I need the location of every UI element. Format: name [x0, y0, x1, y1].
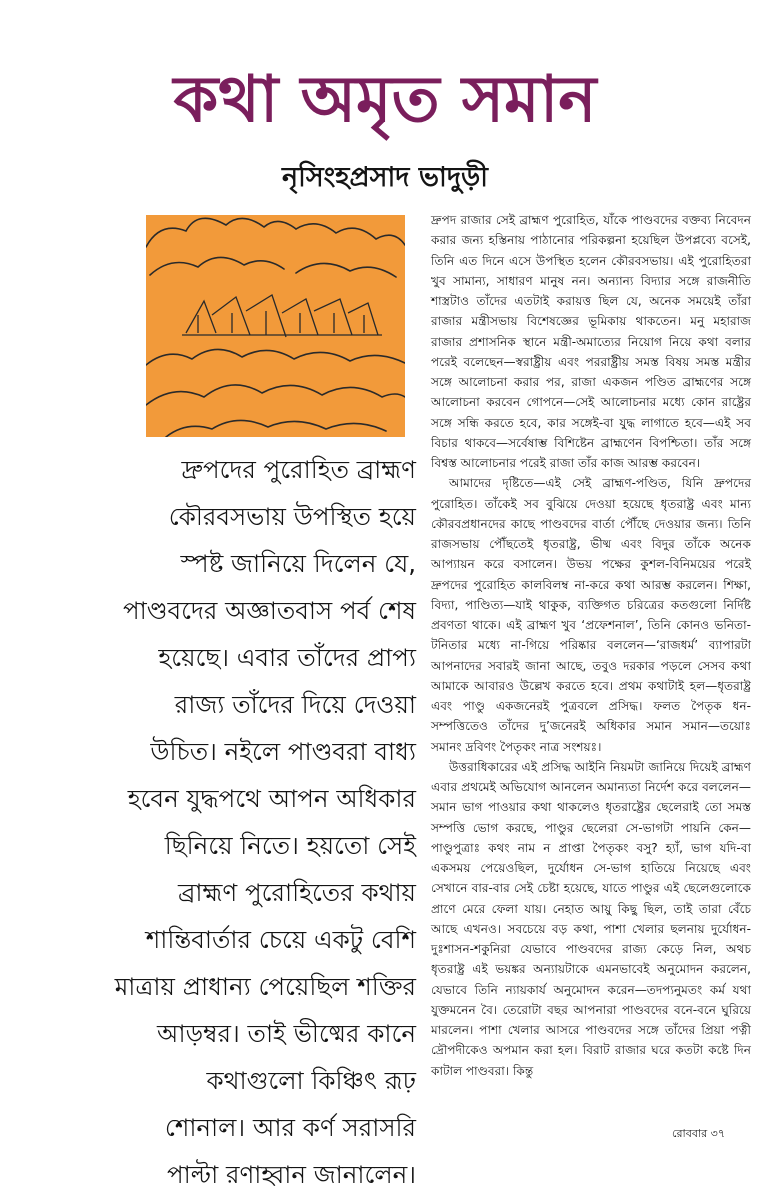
- pull-quote-line: মাত্রায় প্রাধান্য পেয়েছিল শক্তির: [114, 972, 416, 1001]
- article-body: [431, 210, 751, 1081]
- page-footer: রোববার ৩৭: [672, 1127, 725, 1140]
- pull-quote-line: কথাগুলো কিঞ্চিৎ রূঢ়: [206, 1066, 416, 1095]
- pull-quote-line: রাজ্য তাঁদের দিয়ে দেওয়া: [174, 690, 416, 719]
- pull-quote-line: উচিত। নইলে পাণ্ডবরা বাধ্য: [150, 737, 416, 766]
- body-paragraph: আমাদের দৃষ্টিতে—এই সেই ব্রাহ্মণ-পণ্ডিত, যিনি দ্রুপদের পুরোহিত। তাঁকেই সব বুঝিয়ে দেওয়া হয়েছে ধৃতরাষ্ট্র এবং মান্য কৌরবপ্রধানদের কাছে পাণ্ডবদের বার্তা পৌঁছে দেওয়ার জন্য। তিনি রাজসভায় পৌঁছতেই ধৃতরাষ্ট্র, ভীষ্ম এবং বিদুর তাঁকে অনেক আপ্যায়ন করে বসালেন। উভয় পক্ষের কুশল-বিনিময়ের পরেই দ্রুপদের পুরোহিত কালবিলম্ব না-করে কথা আরম্ভ করলেন। শিক্ষা, বিদ্যা, পাণ্ডিত্য—যাই থাকুক, ব্যক্তিগত চরিত্রের কতগুলো নির্দিষ্ট প্রবণতা থাকে। এই ব্রাহ্মণ খুব ‘প্রফেশনাল’, তিনি কোনও ভনিতা-টনিতার মধ্যে না-গিয়ে পরিষ্কার বললেন—‘রাজধর্ম’ ব্যাপারটা আপনাদের সবারই জানা আছে, তবুও দরকার পড়লে সেসব কথা আমাকে আবারও উল্লেখ করতে হবে। প্রথম কথাটাই হল—ধৃতরাষ্ট্র এবং পাণ্ডু একজনেরই পুত্রবলে প্রসিদ্ধ। ফলত পৈতৃক ধন-সম্পত্তিতেও তাঁদের দু’জনেরই অধিকার সমান সমান—তয়োঃ সমানং দ্রবিণং পৈতৃকং নাত্র সংশয়ঃ।: [431, 476, 751, 754]
- sky-background: [146, 215, 405, 437]
- pull-quote-line: ছিনিয়ে নিতে। হয়তো সেই: [164, 831, 416, 860]
- pull-quote-line: শান্তিবার্তার চেয়ে একটু বেশি: [145, 925, 416, 954]
- pull-quote-line: হবেন যুদ্ধপথে আপন অধিকার: [127, 784, 416, 813]
- pull-quote-line: হয়েছে। এবার তাঁদের প্রাপ্য: [158, 643, 416, 672]
- body-paragraph: দ্রুপদ রাজার সেই ব্রাহ্মণ পুরোহিত, যাঁকে পাণ্ডবদের বক্তব্য নিবেদন করার জন্য হস্তিনায় পাঠানোর পরিকল্পনা হয়েছিল উপপ্লব্যে বসেই, তিনি এত দিনে এসে উপস্থিত হলেন কৌরবসভায়। এই পুরোহিতরা খুব সামান্য, সাধারণ মানুষ নন। অন্যান্য বিদ্যার সঙ্গে রাজনীতি শাস্ত্রটাও তাঁদের এতটাই করায়ত্ত ছিল যে, অনেক সময়েই তাঁরা রাজার মন্ত্রীসভায় বিশেষজ্ঞের ভূমিকায় থাকতেন। মনু মহারাজ রাজার প্রশাসনিক স্থানে মন্ত্রী-অমাত্যের নিয়োগ নিয়ে কথা বলার পরেই বলেছেন—স্বরাষ্ট্রীয় এবং পররাষ্ট্রীয় সমস্ত বিষয় সমস্ত মন্ত্রীর সঙ্গে আলোচনা করার পর, রাজা একজন পণ্ডিত ব্রাহ্মণের সঙ্গে আলোচনা করবেন গোপনে—সেই আলোচনার মধ্যে কোন রাষ্ট্রের সঙ্গে সন্ধি করতে হবে, কার সঙ্গেই-বা যুদ্ধ লাগাতে হবে—এই সব বিচার থাকবে—সর্বেষাম্ভ বিশিষ্টেন ব্রাহ্মণেন বিপশ্চিতা। তাঁর সঙ্গে বিশ্বস্ত আলোচনার পরেই রাজা তাঁর কাজ আরম্ভ করবেন।: [431, 213, 751, 470]
- pull-quote-line: শোনাল। আর কর্ণ সরাসরি: [164, 1113, 416, 1142]
- author-name: নৃসিংহপ্রসাদ ভাদুড়ী: [281, 162, 489, 193]
- pull-quote-line: পাণ্ডবদের অজ্ঞাতবাস পর্ব শেষ: [123, 596, 416, 625]
- pull-quote: [84, 446, 416, 1198]
- illustration-svg: [146, 215, 405, 437]
- pull-quote-line: স্পষ্ট জানিয়ে দিলেন যে,: [180, 549, 416, 578]
- pull-quote-line: পাল্টা রণাহ্বান জানালেন।: [167, 1160, 416, 1189]
- orange-sky-clouds-illustration: [146, 215, 405, 437]
- pull-quote-line: ব্রাহ্মণ পুরোহিতের কথায়: [177, 878, 416, 907]
- pull-quote-line: আড়ম্বর। তাই ভীষ্মের কানে: [157, 1019, 416, 1048]
- pull-quote-line: দ্রুপদের পুরোহিত ব্রাহ্মণ: [181, 455, 416, 484]
- article-title: কথা অমৃত সমান: [173, 62, 597, 137]
- body-paragraph: উত্তরাধিকারের এই প্রসিদ্ধ আইনি নিয়মটা জানিয়ে দিয়েই ব্রাহ্মণ এবার প্রথমেই অভিযোগ আনলেন অমান্যতা নির্দেশ করে বললেন—সমান ভাগ পাওয়ার কথা থাকলেও ধৃতরাষ্ট্রের ছেলেরাই তো সমস্ত সম্পত্তি ভোগ করছে, পাণ্ডুর ছেলেরা সে-ভাগটা পায়নি কেন—পাণ্ডুপুত্রাঃ কথং নাম ন প্রাপ্তা পৈতৃকং বসু? হ্যাঁ, ভাগ যদি-বা একসময় পেয়েওছিল, দুর্যোধন সে-ভাগ হাতিয়ে নিয়েছে এবং সেখানে বার-বার সেই চেষ্টা হয়েছে, যাতে পাণ্ডুর এই ছেলেগুলোকে প্রাণে মেরে ফেলা যায়। নেহাত আয়ু কিছু ছিল, তাই তারা বেঁচে আছে এখনও। সবচেয়ে বড় কথা, পাশা খেলার ছলনায় দুর্যোধন-দুঃশাসন-শকুনিরা যেভাবে পাণ্ডবদের রাজ্য কেড়ে নিল, অথচ ধৃতরাষ্ট্র এই ভয়ঙ্কর অন্যায়টাকে এমনভাবেই অনুমোদন করলেন, যেভাবে তিনি ন্যায়কার্য অনুমোদন করেন—তদপ্যনুমতং কর্ম যথা যুক্তমনেন বৈ। তেরোটা বছর আপনারা পাণ্ডবদের বনে-বনে ঘুরিয়ে মারলেন। পাশা খেলার আসরে পাণ্ডবদের সঙ্গে তাঁদের প্রিয়া পত্নী দ্রৌপদীকেও অপমান করা হল। বিরাট রাজার ঘরে কতটা কষ্টে দিন কাটাল পাণ্ডবরা। কিন্তু: [431, 759, 751, 1078]
- pull-quote-line: কৌরবসভায় উপস্থিত হয়ে: [168, 502, 416, 531]
